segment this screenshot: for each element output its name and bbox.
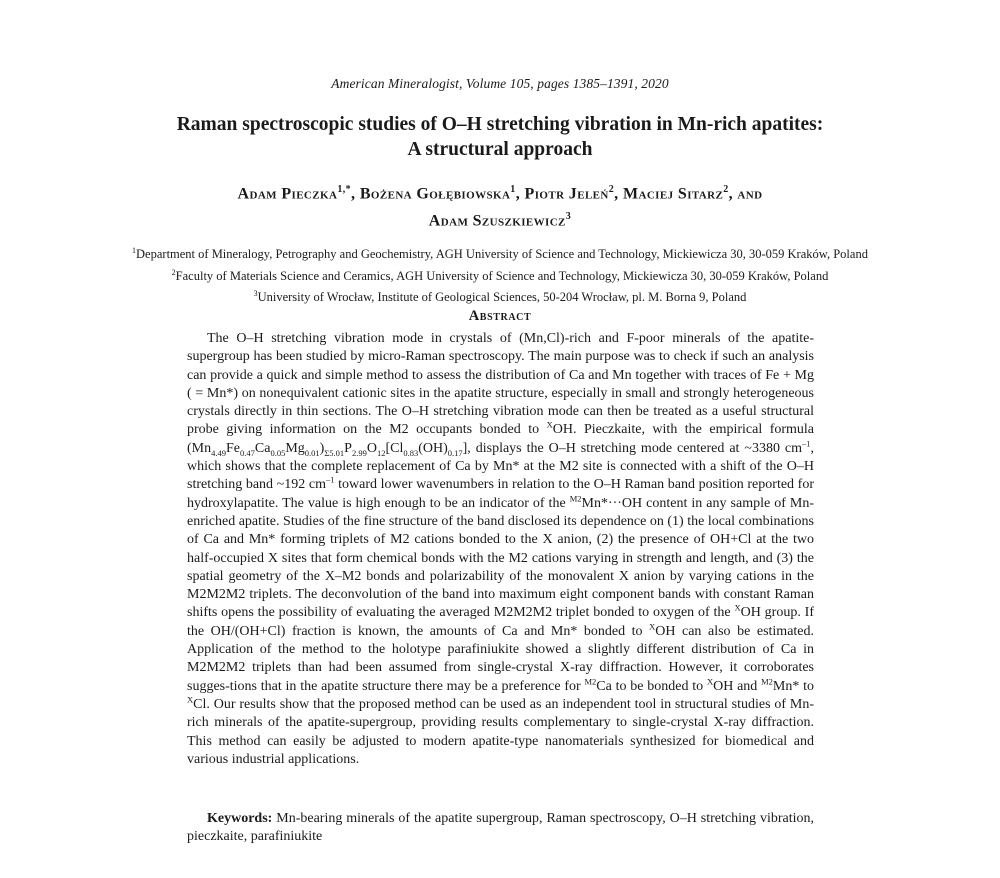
- abstract-text: ], displays the O–H stretching mode centered at ~3380 cm: [462, 440, 802, 456]
- abstract-paragraph: [187, 330, 814, 769]
- author-separator: ,: [351, 185, 360, 203]
- superscript: X: [734, 602, 741, 613]
- superscript: M2: [761, 675, 773, 686]
- subscript: 0.83: [403, 447, 419, 458]
- abstract-text: OH. Pieczkaite, with the empirical formula (Mn: [187, 422, 815, 456]
- subscript: 0.17: [447, 447, 463, 458]
- superscript: M2: [584, 675, 597, 686]
- abstract-text: Mn*···OH content in any sample of Mn-enriched apatite. Studies of the fine structure of the band disclosed its dependence on (1) the local combinations of Ca and Mn* forming triplets of M2 cations bonded to the X anion, (2) the presence of OH+Cl at the two half-occupied X sites that form chemical bonds with the M2 cations varying in strength and length, and (3) the spatial geometry of the X–M2 bonds and polarizability of the monovalent X anion by varying cations in the M2M2M2 triplets. The deconvolution of the band into maximum eight component bands with constant Raman shifts opens the possibility of evaluating the averaged M2M2M2 triplet bonded to oxygen of the: [187, 495, 814, 621]
- author-and: , and: [728, 185, 763, 203]
- subscript: 2.99: [351, 447, 367, 458]
- superscript: X: [546, 419, 553, 430]
- keywords: [187, 810, 814, 847]
- formula-element: P: [344, 440, 352, 456]
- superscript: M2: [569, 493, 582, 504]
- subscript: 4.49: [211, 447, 226, 458]
- subscript: 0.05: [270, 447, 286, 458]
- abstract-heading: Abstract: [468, 308, 532, 324]
- author-name: Bożena Gołębiowska: [359, 185, 511, 203]
- author-name: Piotr Jeleń: [524, 185, 609, 203]
- abstract-text: Cl. Our results show that the proposed method can be used as an independent tool in structural studies of Mn-rich minerals of the apatite-supergroup, providing results complementary to single-crystal X-ray diffraction. This method can easily be adjusted to modern apatite-type nanomaterials synthesized for biomedical and various industrial applications.: [187, 696, 814, 767]
- affiliation-number: 1: [132, 246, 137, 255]
- subscript: Σ5.01: [324, 447, 345, 458]
- affiliation-text: University of Wrocław, Institute of Geological Sciences, 50-204 Wrocław, pl. M. Borna 9, Poland: [257, 290, 747, 305]
- abstract-text: Mn* to: [772, 678, 815, 694]
- title-line-2: A structural approach: [407, 139, 593, 160]
- abstract-text: , which shows that the complete replacement of Ca by Mn* at the M2 site is connected with a shift of the O–H stretching band ~192 cm: [187, 440, 814, 493]
- formula-element: [Cl: [385, 440, 404, 456]
- formula-element: ): [319, 440, 325, 456]
- abstract-text: OH group. If the OH/(OH+Cl) fraction is known, the amounts of Ca and Mn* bonded to: [187, 605, 814, 639]
- abstract-text: Ca to be bonded to: [596, 678, 707, 694]
- author-name: Maciej Sitarz: [622, 185, 724, 203]
- formula-element: Fe: [226, 440, 240, 456]
- formula-element: Ca: [254, 440, 271, 456]
- author-affiliation-mark: 2: [723, 184, 729, 195]
- formula-element: O: [366, 440, 377, 456]
- affiliation-line: [40, 264, 960, 286]
- abstract-text: The O–H stretching vibration mode in crystals of (Mn,Cl)-rich and F-poor minerals of the apatite-supergroup has been studied by micro-Raman spectroscopy. The main purpose was to check if such an analysis can provide a quick and simple method to assess the distribution of Ca and Mn together with traces of Fe + Mg ( = Mn*) on nonequivalent cationic sites in the apatite structure, especially in small and strongly heterogeneous crystals directly in thin sections. The O–H stretching vibration mode can then be treated as a useful structural probe giving information on the M2 occupants bonded to: [187, 331, 814, 438]
- subscript: 12: [376, 447, 386, 458]
- author-name: Adam Szuszkiewicz: [428, 212, 566, 230]
- author-separator: ,: [614, 185, 623, 203]
- superscript: –1: [802, 438, 811, 449]
- journal-citation: American Mineralogist, Volume 105, pages 1385–1391, 2020: [331, 76, 669, 91]
- affiliation-number: 2: [171, 267, 176, 277]
- author-list: [80, 178, 920, 233]
- subscript: 0.47: [240, 447, 255, 458]
- affiliation-line: [40, 285, 960, 307]
- abstract-text: toward lower wavenumbers in relation to the O–H Raman band position reported for hydroxylapatite. The value is high enough to be an indicator of the: [187, 477, 814, 511]
- author-affiliation-mark: 1,*: [337, 184, 352, 195]
- author-affiliation-mark: 1: [510, 184, 516, 195]
- author-affiliation-mark: 2: [608, 184, 615, 195]
- affiliations: [40, 242, 960, 307]
- affiliation-number: 3: [253, 289, 258, 299]
- title-line-1: Raman spectroscopic studies of O–H stretching vibration in Mn-rich apatites:: [176, 114, 824, 135]
- affiliation-line: [40, 242, 960, 264]
- abstract-body: [187, 330, 814, 769]
- abstract-text: OH and: [713, 678, 762, 694]
- superscript: X: [187, 694, 194, 705]
- abstract-text: OH can also be estimated. Application of the method to the holotype parafiniukite showed a slightly different distribution of Ca in M2M2M2 triplets than had been assumed from single-crystal X-ray diffraction. However, it corroborates sugges-tions that in the apatite structure there may be a preference for: [187, 623, 815, 694]
- author-name: Adam Pieczka: [237, 185, 338, 203]
- formula-element: (OH): [418, 440, 448, 456]
- author-separator: ,: [515, 185, 525, 203]
- subscript: 0.01: [304, 447, 320, 458]
- keywords-text: Mn-bearing minerals of the apatite supergroup, Raman spectroscopy, O–H stretching vibration, pieczkaite, parafiniukite: [187, 811, 814, 845]
- keywords-label: Keywords:: [207, 811, 273, 826]
- author-affiliation-mark: 3: [565, 211, 572, 223]
- formula-element: Mg: [285, 440, 305, 456]
- affiliation-text: Department of Mineralogy, Petrography and Geochemistry, AGH University of Science and Technology, Mickiewicza 30, 30-059 Kraków, Poland: [136, 247, 868, 262]
- superscript: –1: [326, 474, 335, 485]
- superscript: X: [706, 675, 714, 686]
- paper-title: [80, 112, 920, 162]
- affiliation-text: Faculty of Materials Science and Ceramics, AGH University of Science and Technology, Mickiewicza 30, 30-059 Kraków, Poland: [175, 268, 829, 283]
- superscript: X: [649, 621, 656, 632]
